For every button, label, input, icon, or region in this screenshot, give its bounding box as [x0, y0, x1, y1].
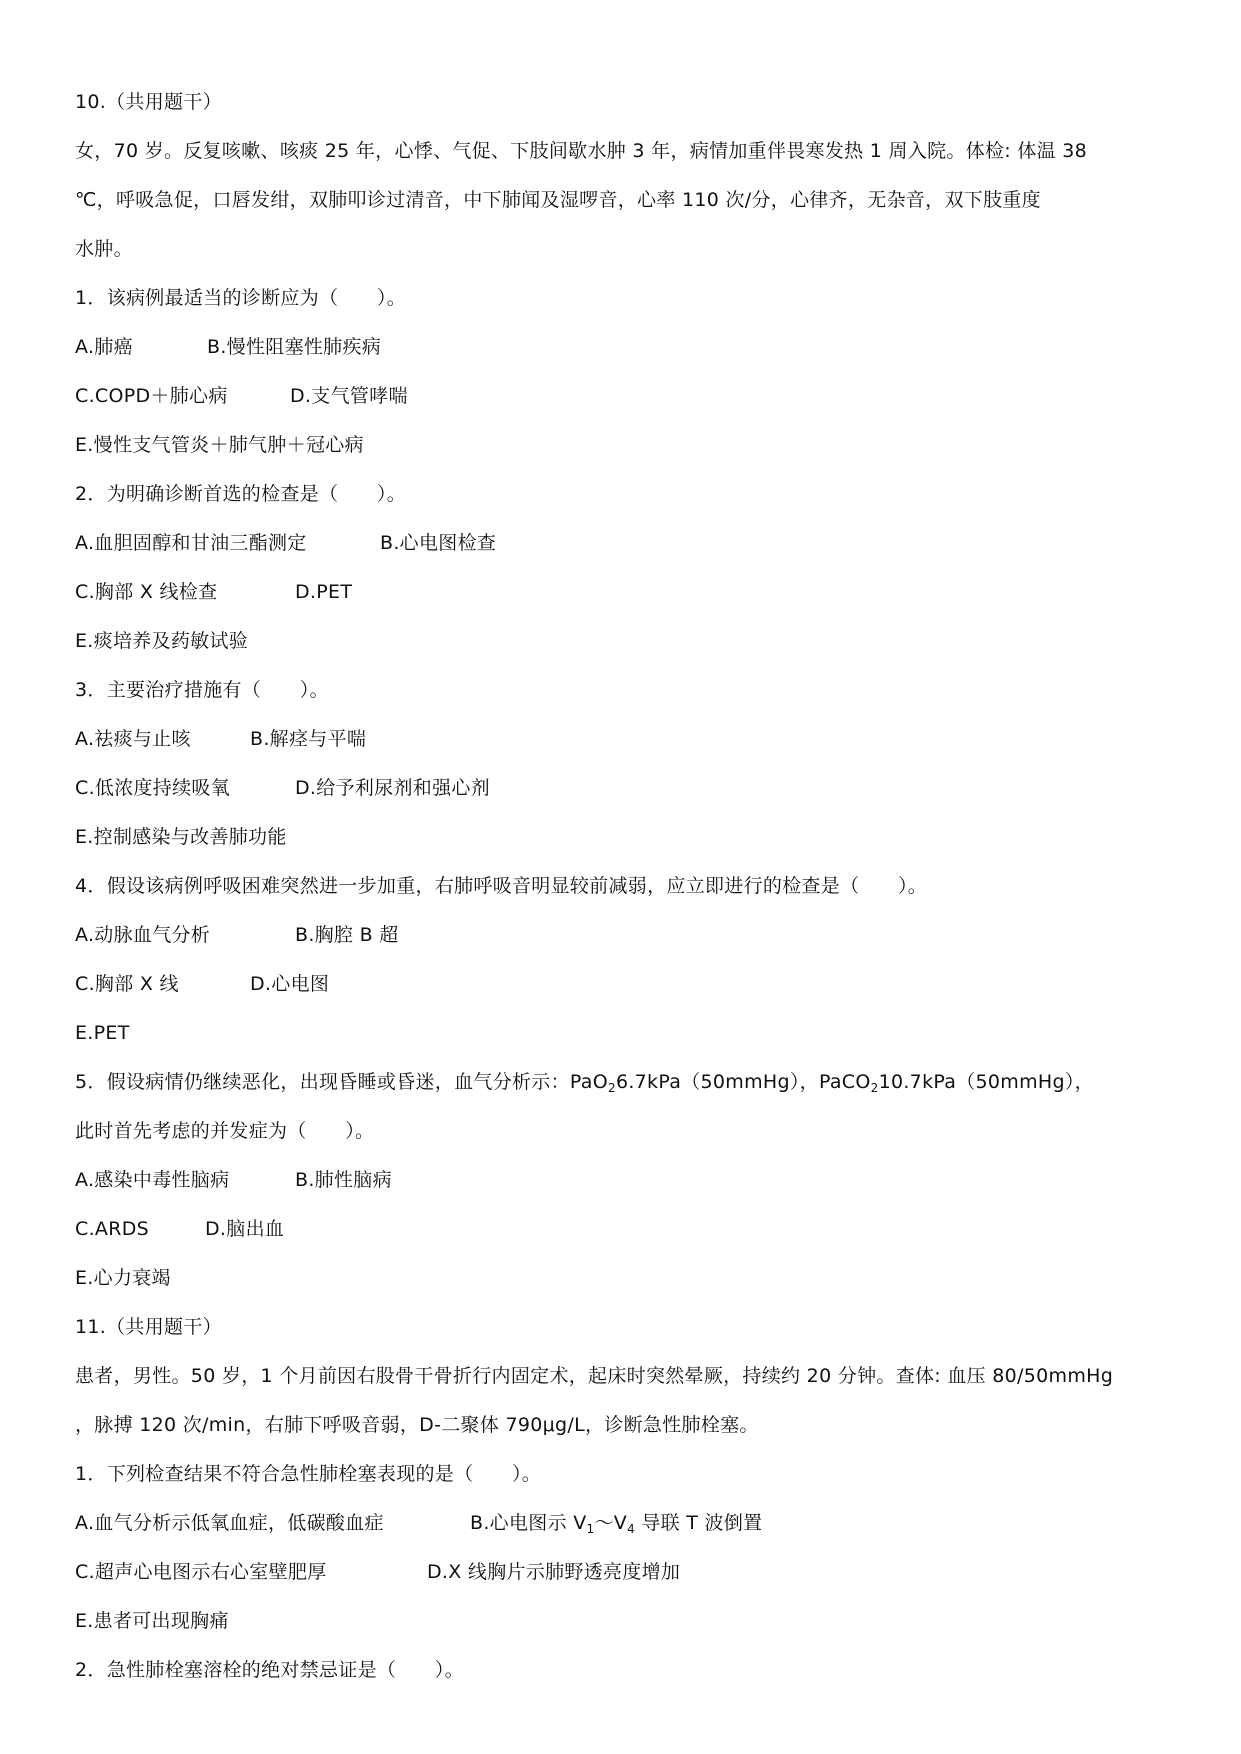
case10-q5-options-ab — [75, 1156, 1175, 1205]
case10-q5-text-pre: 5．假设病情仍继续恶化，出现昏睡或昏迷，血气分析示：PaO — [75, 1071, 608, 1093]
case10-q3-options-ab — [75, 715, 1175, 764]
case10-q1-options-ab — [75, 323, 1175, 372]
case10-stem-line-2: ℃，呼吸急促，口唇发绀，双肺叩诊过清音，中下肺闻及湿啰音，心率 110 次/分，心律齐，无杂音，双下肢重度 — [75, 189, 1041, 211]
case11-q1-option-b-sub2: 4 — [627, 1522, 635, 1536]
case10-q2-option-a: A.血胆固醇和甘油三酯测定 — [75, 532, 307, 554]
case11-q1-option-d: D.X 线胸片示肺野透亮度增加 — [427, 1561, 681, 1583]
case10-q3-text: 3．主要治疗措施有（ ）。 — [75, 679, 329, 701]
case10-q4-options-cd — [75, 960, 1175, 1009]
case10-q5-option-b: B.肺性脑病 — [295, 1169, 392, 1191]
case11-q1-options-ab — [75, 1499, 1175, 1548]
case10-q5-sub-co2: 2 — [870, 1081, 879, 1095]
case10-q4-option-d: D.心电图 — [250, 973, 330, 995]
case10-q2-option-c: C.胸部 X 线检查 — [75, 581, 218, 603]
case10-q3-option-b: B.解痉与平喘 — [250, 728, 367, 750]
case11-q1-option-b-post: 导联 T 波倒置 — [635, 1512, 763, 1534]
case10-q5-option-e: E.心力衰竭 — [75, 1267, 171, 1289]
case11-q1-options-cd — [75, 1548, 1175, 1597]
case11-q1-option-b-sub1: 1 — [586, 1522, 595, 1536]
case11-q1-option-e: E.患者可出现胸痛 — [75, 1610, 229, 1632]
case10-q3-options-cd — [75, 764, 1175, 813]
case10-q5-option-a: A.感染中毒性脑病 — [75, 1169, 230, 1191]
case10-header: 10.（共用题干） — [75, 91, 222, 113]
case10-q5-text-mid: 6.7kPa（50mmHg），PaCO — [615, 1071, 871, 1093]
case10-q4-options-ab — [75, 911, 1175, 960]
case10-q4-option-e: E.PET — [75, 1022, 130, 1044]
case11-q1-text: 1．下列检查结果不符合急性肺栓塞表现的是（ ）。 — [75, 1463, 542, 1485]
case10-q5-text-post: 10.7kPa（50mmHg）， — [878, 1071, 1094, 1093]
case11-q1-option-b — [470, 1499, 762, 1548]
case10-q2-option-d: D.PET — [295, 581, 353, 603]
case10-q5-text — [75, 1058, 1175, 1107]
case10-q2-option-e: E.痰培养及药敏试验 — [75, 630, 249, 652]
case10-q4-text: 4．假设该病例呼吸困难突然进一步加重，右肺呼吸音明显较前减弱，应立即进行的检查是（ ）。 — [75, 875, 928, 897]
case10-q4-option-c: C.胸部 X 线 — [75, 973, 179, 995]
case11-q1-option-b-pre: B.心电图示 V — [470, 1512, 587, 1534]
case10-q1-text: 1．该病例最适当的诊断应为（ ）。 — [75, 287, 406, 309]
case11-header: 11.（共用题干） — [75, 1316, 222, 1338]
case10-q5-sub-o2: 2 — [608, 1081, 616, 1095]
case10-q1-option-d: D.支气管哮喘 — [290, 385, 408, 407]
case10-q5-options-cd — [75, 1205, 1175, 1254]
case11-q2-text: 2．急性肺栓塞溶栓的绝对禁忌证是（ ）。 — [75, 1659, 464, 1681]
case10-q3-option-e: E.控制感染与改善肺功能 — [75, 826, 287, 848]
case10-q2-options-cd — [75, 568, 1175, 617]
case10-q1-option-a: A.肺癌 — [75, 336, 133, 358]
case10-q5-option-c: C.ARDS — [75, 1218, 149, 1240]
case10-q5-option-d: D.脑出血 — [205, 1218, 285, 1240]
case10-q2-text: 2．为明确诊断首选的检查是（ ）。 — [75, 483, 406, 505]
case10-q1-options-cd — [75, 372, 1175, 421]
case11-q1-option-b-mid: ～V — [594, 1512, 628, 1534]
case10-q5-text-line2: 此时首先考虑的并发症为（ ）。 — [75, 1120, 375, 1142]
case11-stem-line-1: 患者，男性。50 岁，1 个月前因右股骨干骨折行内固定术，起床时突然晕厥，持续约 20 分钟。查体: 血压 80/50mmHg — [75, 1365, 1114, 1387]
case10-q2-option-b: B.心电图检查 — [380, 532, 497, 554]
case10-q3-option-c: C.低浓度持续吸氧 — [75, 777, 231, 799]
case10-q1-option-b: B.慢性阻塞性肺疾病 — [207, 336, 382, 358]
case10-q1-option-e: E.慢性支气管炎＋肺气肿＋冠心病 — [75, 434, 364, 456]
case10-q1-option-c: C.COPD＋肺心病 — [75, 385, 228, 407]
case10-q3-option-a: A.祛痰与止咳 — [75, 728, 191, 750]
case11-q1-option-a: A.血气分析示低氧血症，低碳酸血症 — [75, 1512, 384, 1534]
case11-q1-option-c: C.超声心电图示右心室壁肥厚 — [75, 1561, 327, 1583]
case10-stem-line-1: 女，70 岁。反复咳嗽、咳痰 25 年，心悸、气促、下肢间歇水肿 3 年，病情加重伴畏寒发热 1 周入院。体检: 体温 38 — [75, 140, 1088, 162]
case10-q2-options-ab — [75, 519, 1175, 568]
case10-q3-option-d: D.给予利尿剂和强心剂 — [295, 777, 490, 799]
case10-stem-line-3: 水肿。 — [75, 238, 133, 260]
case10-q4-option-a: A.动脉血气分析 — [75, 924, 211, 946]
case11-stem-line-2: ，脉搏 120 次/min，右肺下呼吸音弱，D-二聚体 790μg/L，诊断急性肺栓塞。 — [75, 1414, 759, 1436]
case10-q4-option-b: B.胸腔 B 超 — [295, 924, 399, 946]
exam-page — [75, 78, 1175, 1695]
